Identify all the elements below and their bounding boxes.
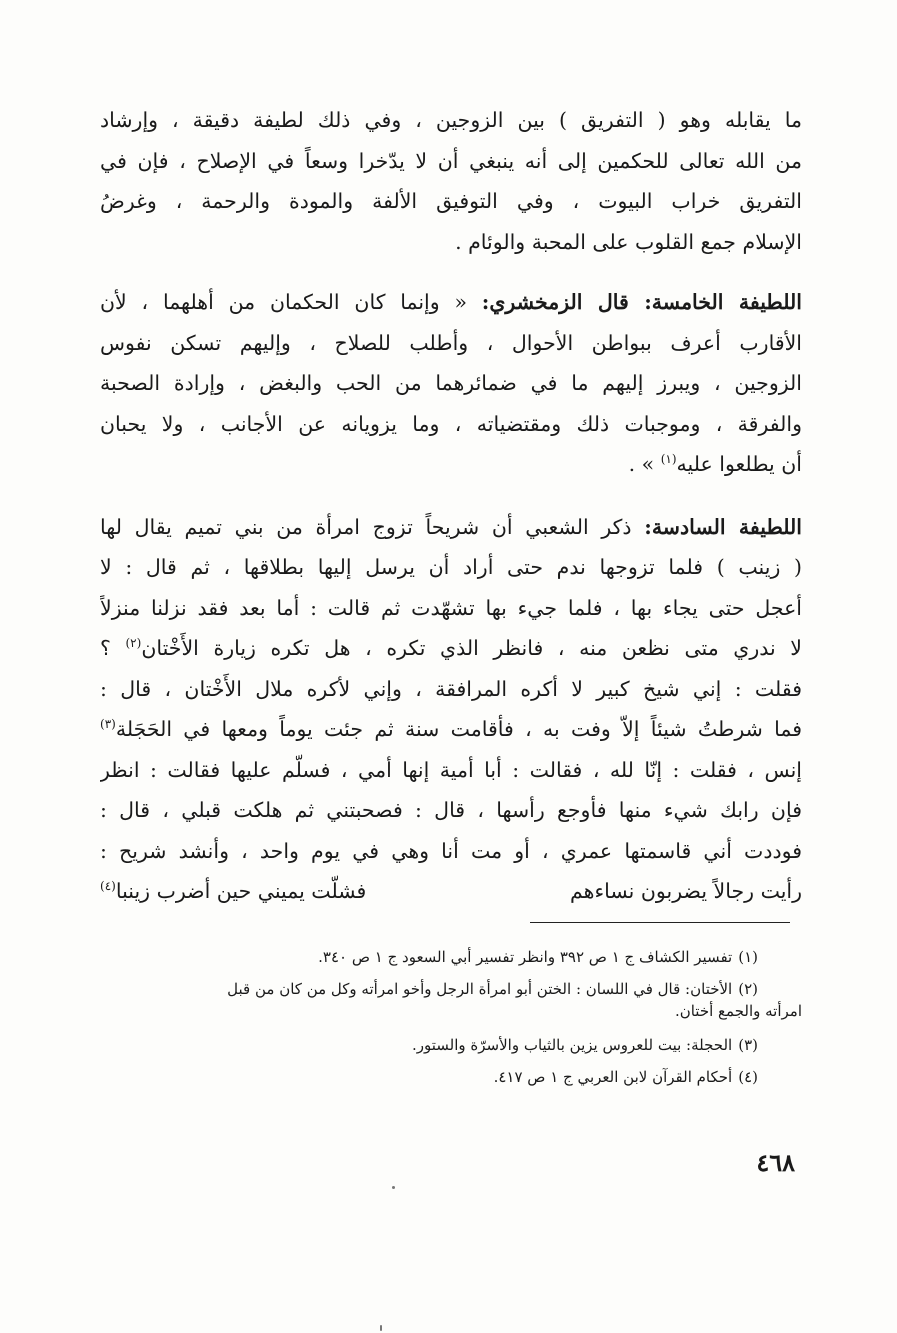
text-line: الزوجين ، ويبرز إليهم ما في ضمائرهما من الحب والبغض ، وإرادة الصحبة [100,371,802,395]
text-line: التفريق خراب البيوت ، وفي التوفيق الألفة والمودة والرحمة ، وغرضُ [100,189,802,213]
footnote-ref: (٣) [100,717,116,732]
scan-speck [380,1325,382,1331]
text-line: أعجل حتى يجاء بها ، فلما جيء بها تشهّدت ثم قالت : أما بعد فقد نزلنا منزلاً [100,595,802,620]
paragraph-fifth-subtlety [100,282,802,485]
verse-text: فشلّت يميني حين أضرب زينبا [115,879,367,903]
section-heading: اللطيفة السادسة: [644,514,802,539]
quote-close: » . [628,452,661,476]
question-mark: ؟ [100,636,126,660]
footnote-2 [100,978,802,1022]
text-line [100,709,802,750]
footnote-ref: (١) [660,452,677,467]
text-line: فوددت أني قاسمتها عمري ، أو مت أنا وهي في يوم واحد ، وأنشد شريح : [100,838,802,863]
text-line-content: ذكر الشعبي أن شريحاً تزوج امرأة من بني تميم يقال لها [100,514,632,539]
text-line [100,628,802,669]
footnote-separator [530,922,790,923]
text-line: الأقارب أعرف ببواطن الأحوال ، وأطلب للصلاح ، وإليهم تسكن نفوس [100,330,802,355]
text-line: فإن رابك شيء منها فأوجع رأسها ، قال : فصحبتني ثم هلكت قبلي ، قال : [100,798,802,822]
footnote-number: (٣) [738,1036,758,1054]
text-line: والفرقة ، وموجبات ذلك ومقتضياته ، وما يزويانه عن الأجانب ، ولا يحبان [100,411,802,436]
text-line: إنس ، فقلت : إنّا لله ، فقالت : أبا أمية إنها أمي ، فسلّم عليها فقالت : انظر [100,757,802,782]
text-line-content: فما شرطتُ شيئاً إلاّ وفت به ، فأقامت سنة ثم جئت يوماً ومعها في الحَجَلة [115,717,802,741]
poem-verse [100,871,802,912]
footnote-text: الأختان: قال في اللسان : الختن أبو امرأة الرجل وأخو امرأته وكل من كان من قبل [227,980,733,998]
main-text [100,100,802,912]
footnote-number: (٤) [738,1068,758,1086]
text-line: فقلت : إني شيخ كبير لا أكره المرافقة ، وإني لأكره ملال الأَخْتان ، قال : [100,676,802,701]
text-line: ( زينب ) فلما تزوجها ندم حتى أراد أن يرسل إليها بطلاقها ، ثم قال : لا [100,555,802,579]
paragraph-sixth-subtlety [100,507,802,912]
text-line [100,282,802,323]
text-line-content: أن يطلعوا عليه [676,452,802,476]
footnote-ref: (٢) [125,636,142,651]
text-line-content: لا ندري متى نظعن منه ، فانظر الذي تكره ، هل تكره زيارة الأَخْتان [141,636,802,660]
footnote-1 [100,946,802,968]
footnote-text: أحكام القرآن لابن العربي ج ١ ص ٤١٧. [493,1068,733,1086]
text-line [100,507,802,548]
scan-speck [392,1186,395,1189]
footnote-continuation: امرأته والجمع أختان. [674,1002,802,1020]
footnote-4 [100,1066,802,1088]
section-heading: اللطيفة الخامسة: قال الزمخشري: [481,290,802,314]
paragraph-1 [100,100,802,262]
footnote-number: (٢) [738,980,758,998]
verse-first-hemistich: رأيت رجالاً يضربون نساءهم [570,879,802,903]
page-number: ٤٦٨ [756,1148,795,1177]
text-line-content: « وإنما كان الحكمان من أهلهما ، لأن [100,290,467,314]
text-line: من الله تعالى للحكمين إلى أنه ينبغي أن لا يدّخرا وسعاً في الإصلاح ، فإن في [100,148,802,173]
verse-second-hemistich [100,871,366,912]
footnote-text: تفسير الكشاف ج ١ ص ٣٩٢ وانظر تفسير أبي السعود ج ١ ص ٣٤٠. [318,948,733,966]
text-line: ما يقابله وهو ( التفريق ) بين الزوجين ، وفي ذلك لطيفة دقيقة ، وإرشاد [100,108,802,132]
footnote-number: (١) [738,948,758,966]
text-line [100,444,802,485]
footnotes [100,946,802,1098]
text-line: الإسلام جمع القلوب على المحبة والوئام . [455,229,802,254]
footnote-3 [100,1034,802,1056]
footnote-ref: (٤) [100,879,116,894]
footnote-text: الحجلة: بيت للعروس يزين بالثياب والأسرّة والستور. [411,1036,733,1054]
